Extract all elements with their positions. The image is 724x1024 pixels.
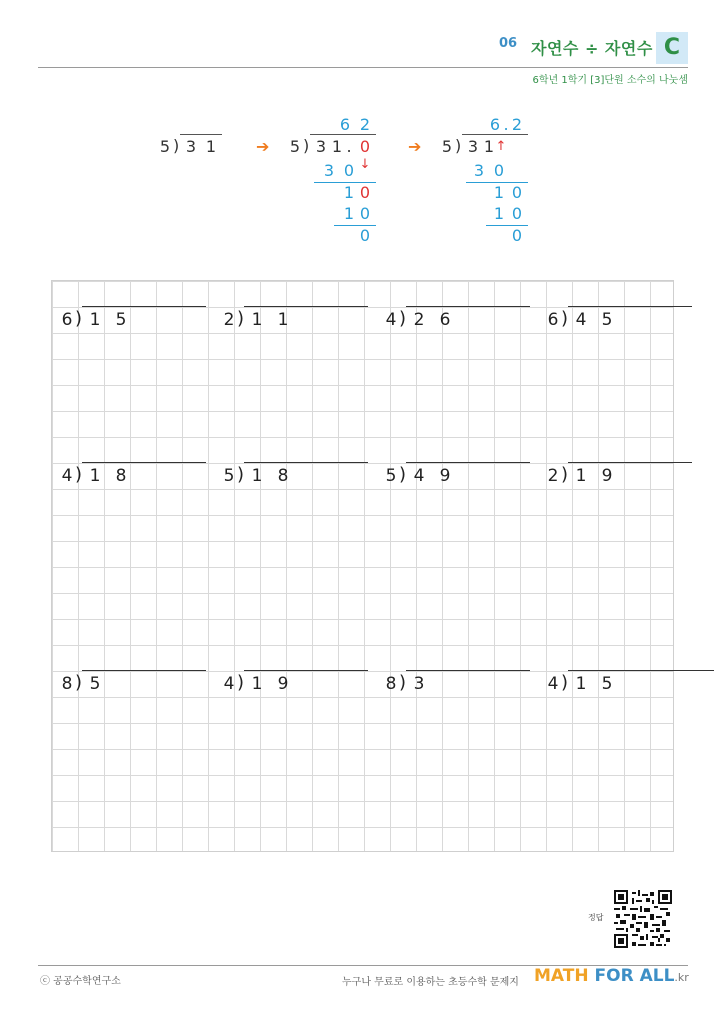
- divisor: 5: [385, 466, 397, 486]
- answer-label: 정답: [588, 913, 604, 922]
- division-problem: [218, 307, 368, 333]
- divisor: 2: [223, 310, 235, 330]
- division-problem: [380, 463, 530, 489]
- brand-part: FOR ALL: [594, 966, 675, 986]
- grid-paper: [51, 280, 674, 852]
- dividend-digit: 8: [115, 466, 127, 486]
- dividend-digit: 9: [277, 674, 289, 694]
- brand-logo: [534, 966, 689, 986]
- arrow-down-icon: ↓: [359, 157, 371, 172]
- example2-step-digit: 0: [359, 183, 371, 202]
- divisor: 4: [223, 674, 235, 694]
- dividend-digit: 8: [277, 466, 289, 486]
- example3-step-digit: 1: [493, 204, 505, 223]
- brand-part: .kr: [674, 971, 689, 984]
- dividend-digit: 1: [89, 310, 101, 330]
- division-problem: [380, 307, 530, 333]
- example1-digit: 3: [185, 137, 197, 156]
- example2-digit: 0: [359, 137, 371, 156]
- example3-step-digit: 0: [511, 183, 523, 202]
- divisor: 6: [61, 310, 73, 330]
- example3-divisor: 5: [441, 137, 453, 156]
- division-problem: [542, 671, 714, 697]
- arrow-icon: ➔: [408, 137, 422, 156]
- dividend-digit: 5: [115, 310, 127, 330]
- example2-quotient-digit: 6: [339, 115, 351, 134]
- dividend-digit: 1: [251, 674, 263, 694]
- worksheet-title: 자연수 ÷ 자연수: [531, 39, 653, 58]
- example3-digit: 1: [483, 137, 495, 156]
- level-badge: C: [656, 32, 688, 64]
- example1-divisor: 5: [159, 137, 171, 156]
- dividend-digit: 6: [439, 310, 451, 330]
- division-problem: [56, 671, 206, 697]
- division-problem: [380, 671, 530, 697]
- divisor: 4: [385, 310, 397, 330]
- dividend-digit: 5: [89, 674, 101, 694]
- copyright: ⓒ 공공수학연구소: [40, 976, 121, 987]
- example2-digit: 3: [315, 137, 327, 156]
- footer-tagline: 누구나 무료로 이용하는 초등수학 문제지: [342, 977, 519, 988]
- division-bracket: ): [75, 672, 83, 693]
- dividend-digit: 1: [251, 310, 263, 330]
- example2-step-digit: 3: [323, 161, 335, 180]
- divisor: 8: [385, 674, 397, 694]
- example1-overline: [180, 134, 222, 135]
- division-problem: [542, 307, 692, 333]
- example3-step-digit: 0: [511, 226, 523, 245]
- example3-quotient-digit: 6: [489, 115, 501, 134]
- example3-overline: [462, 134, 528, 135]
- worked-example: [0, 112, 724, 252]
- divisor: 5: [223, 466, 235, 486]
- example1-digit: 1: [205, 137, 217, 156]
- example2-step-digit: 0: [359, 226, 371, 245]
- brand-part: MATH: [534, 966, 595, 986]
- division-problem: [542, 463, 692, 489]
- dividend-digit: 5: [601, 310, 613, 330]
- division-bracket: ): [75, 308, 83, 329]
- dividend-digit: 4: [575, 310, 587, 330]
- dividend-digit: 5: [601, 674, 613, 694]
- example2-divisor: 5: [289, 137, 301, 156]
- example3-digit: 3: [467, 137, 479, 156]
- example2-bracket: ): [303, 136, 310, 155]
- worksheet-subtitle: 6학년 1학기 [3]단원 소수의 나눗셈: [532, 75, 688, 86]
- example3-decimal-point: .: [503, 115, 509, 134]
- division-bracket: ): [237, 672, 245, 693]
- division-problem: [218, 463, 368, 489]
- division-bracket: ): [399, 308, 407, 329]
- example2-overline: [310, 134, 376, 135]
- example3-bracket: ): [455, 136, 462, 155]
- division-bracket: ): [399, 464, 407, 485]
- example2-decimal-point: .: [346, 137, 352, 156]
- arrow-icon: ➔: [256, 137, 270, 156]
- division-problem: [218, 671, 368, 697]
- example2-step-digit: 0: [359, 204, 371, 223]
- division-bracket: ): [561, 464, 569, 485]
- example3-step-digit: 1: [493, 183, 505, 202]
- division-bracket: ): [561, 672, 569, 693]
- dividend-digit: 9: [601, 466, 613, 486]
- division-bracket: ): [561, 308, 569, 329]
- divisor: 4: [547, 674, 559, 694]
- example2-step-digit: 0: [343, 161, 355, 180]
- division-problem: [56, 307, 206, 333]
- unit-number: 06: [499, 36, 518, 51]
- divisor: 2: [547, 466, 559, 486]
- example3-step-digit: 3: [473, 161, 485, 180]
- division-bracket: ): [237, 308, 245, 329]
- example1-bracket: ): [173, 136, 180, 155]
- dividend-digit: 1: [575, 674, 587, 694]
- dividend-digit: 4: [413, 466, 425, 486]
- division-problem: [56, 463, 206, 489]
- example3-step-digit: 0: [511, 204, 523, 223]
- example2-digit: 1: [331, 137, 343, 156]
- divisor: 4: [61, 466, 73, 486]
- example2-step-digit: 1: [343, 183, 355, 202]
- example2-step-digit: 1: [343, 204, 355, 223]
- example3-step-digit: 0: [493, 161, 505, 180]
- dividend-digit: 2: [413, 310, 425, 330]
- division-bracket: ): [237, 464, 245, 485]
- division-bracket: ): [399, 672, 407, 693]
- qr-code-icon[interactable]: [614, 890, 672, 948]
- example2-quotient-digit: 2: [359, 115, 371, 134]
- divisor: 8: [61, 674, 73, 694]
- divisor: 6: [547, 310, 559, 330]
- example3-quotient-digit: 2: [511, 115, 523, 134]
- division-bracket: ): [75, 464, 83, 485]
- dividend-digit: 1: [251, 466, 263, 486]
- dividend-digit: 3: [413, 674, 425, 694]
- dividend-digit: 1: [575, 466, 587, 486]
- header-divider: [38, 67, 688, 68]
- arrow-up-icon: ↑: [495, 139, 507, 154]
- dividend-digit: 1: [89, 466, 101, 486]
- dividend-digit: 1: [277, 310, 289, 330]
- dividend-digit: 9: [439, 466, 451, 486]
